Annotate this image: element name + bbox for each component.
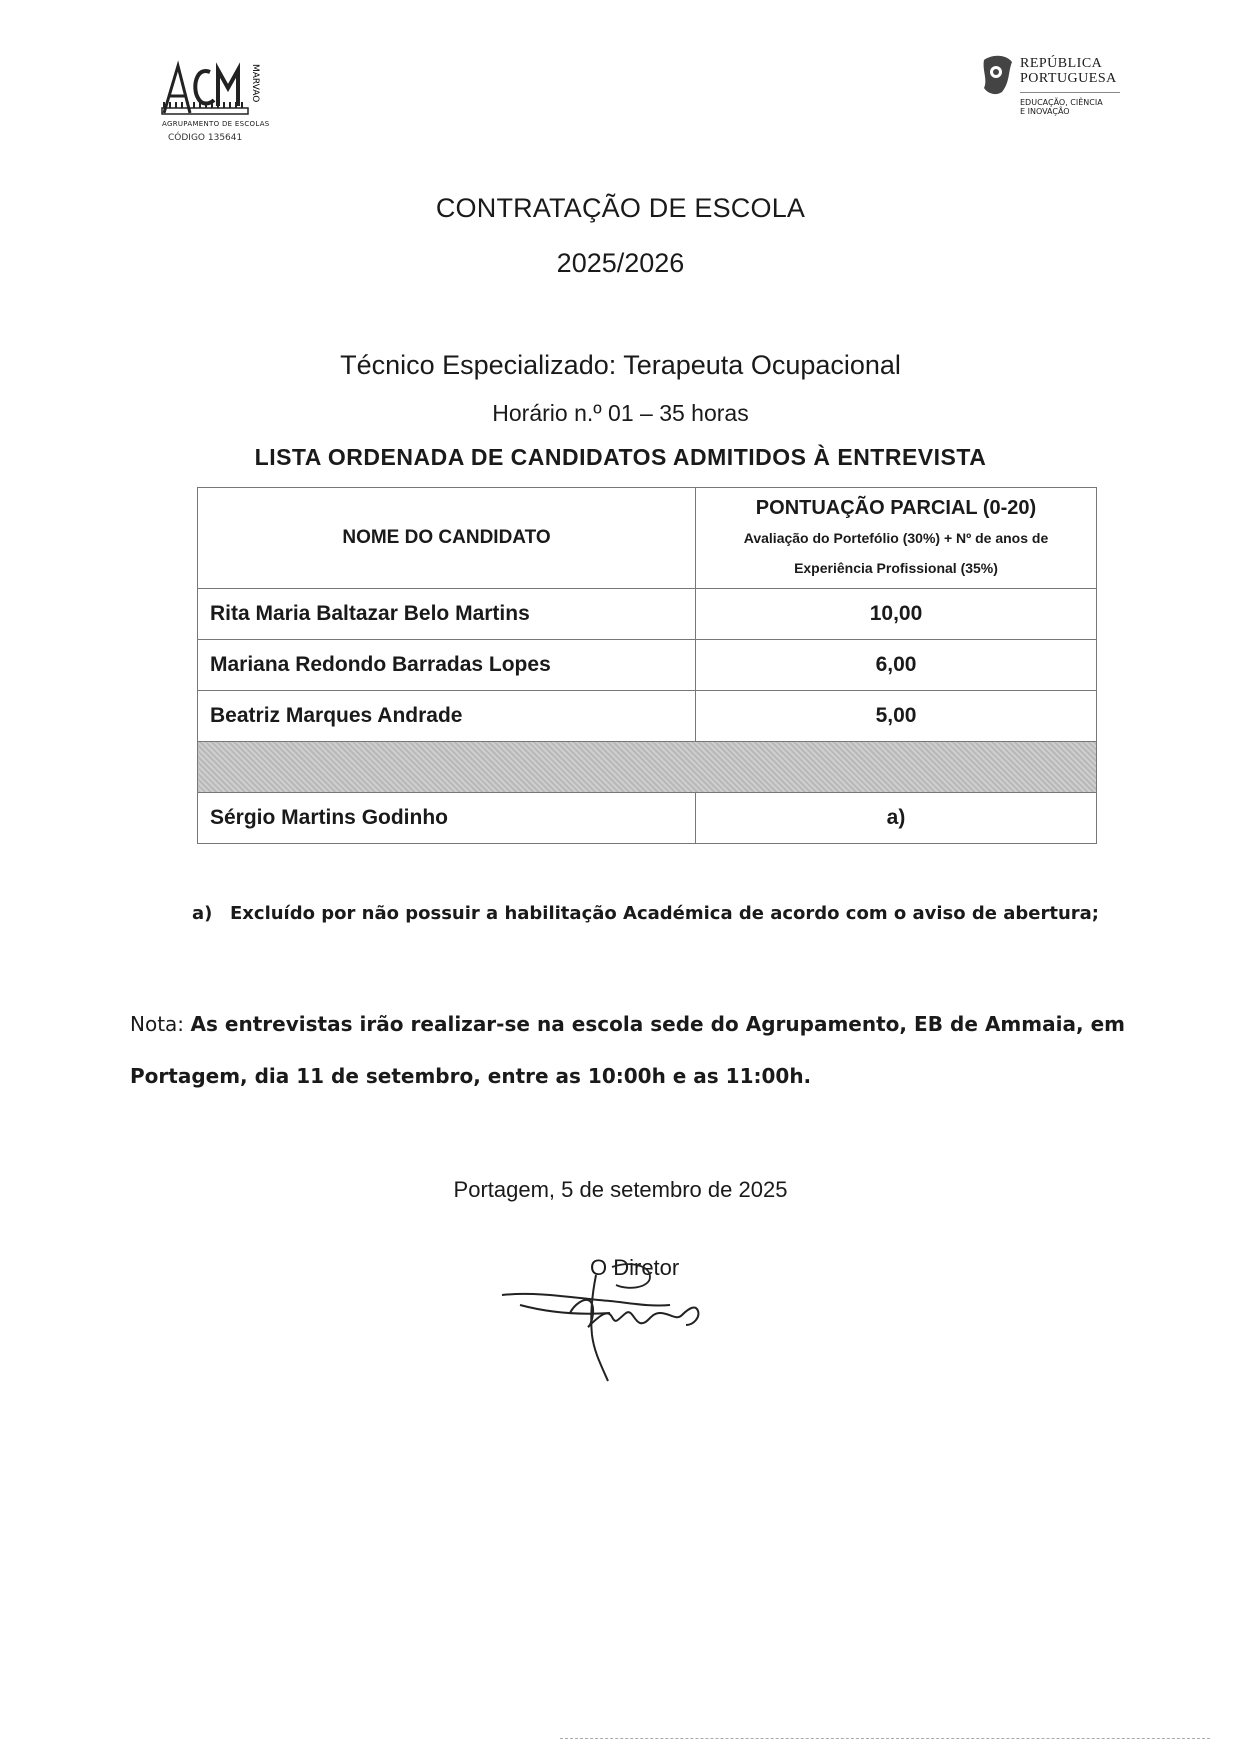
candidate-name: Rita Maria Baltazar Belo Martins (198, 589, 696, 640)
shaded-separator (198, 742, 1097, 793)
note-text: As entrevistas irão realizar-se na escola sede do Agrupamento, EB de Ammaia, em Portagem, dia 11 de setembro, entre as 10:00h e as 11:00h. (130, 1012, 1126, 1088)
school-year: 2025/2026 (556, 248, 685, 278)
school-code: CÓDIGO 135641 (168, 133, 243, 143)
score-header-title: PONTUAÇÃO PARCIAL (0-20) (755, 497, 1037, 519)
table-row (198, 691, 1097, 742)
score-header-subtitle: Avaliação do Portefólio (30%) + Nº de anos de Experiência Profissional (35%) (743, 530, 1049, 576)
handwritten-signature (500, 1255, 750, 1385)
schedule-info: Horário n.º 01 – 35 horas (492, 400, 749, 426)
candidate-score: 10,00 (696, 589, 1097, 640)
candidates-table (197, 487, 1097, 844)
school-logo-caption: AGRUPAMENTO DE ESCOLAS (162, 120, 270, 128)
column-header-name: NOME DO CANDIDATO (198, 488, 696, 589)
place-date: Portagem, 5 de setembro de 2025 (453, 1177, 788, 1202)
candidate-name: Beatriz Marques Andrade (198, 691, 696, 742)
table-row (198, 589, 1097, 640)
school-logo-side-text: MARVÃO (250, 64, 260, 103)
republica-line2: PORTUGUESA (1020, 71, 1117, 86)
republica-portuguesa-logo (978, 54, 1138, 134)
candidate-name: Mariana Redondo Barradas Lopes (198, 640, 696, 691)
position-title: Técnico Especializado: Terapeuta Ocupacional (340, 350, 901, 380)
republica-line1: REPÚBLICA (1020, 56, 1103, 71)
ministry-line2: E INOVAÇÃO (1020, 107, 1070, 116)
footer-rule (560, 1738, 1210, 1739)
table-row (198, 640, 1097, 691)
excluded-row (198, 793, 1097, 844)
school-logo (160, 58, 280, 148)
table-header-row (198, 488, 1097, 589)
candidate-score: 5,00 (696, 691, 1097, 742)
ministry-line1: EDUCAÇÃO, CIÊNCIA (1020, 98, 1103, 107)
document-title: CONTRATAÇÃO DE ESCOLA (435, 193, 806, 223)
exclusion-footnote (192, 903, 1099, 924)
excluded-candidate-name: Sérgio Martins Godinho (198, 793, 696, 844)
interview-note (130, 998, 1125, 1102)
footnote-label: a) (192, 903, 213, 924)
note-label: Nota: (130, 1012, 185, 1036)
footnote-text: Excluído por não possuir a habilitação Académica de acordo com o aviso de abertura; (230, 903, 1100, 924)
school-logo-graphic (160, 58, 260, 120)
excluded-candidate-note: a) (696, 793, 1097, 844)
table-separator-row (198, 742, 1097, 793)
signature-label: O Diretor (590, 1255, 680, 1280)
republica-divider (1020, 92, 1120, 93)
list-heading: LISTA ORDENADA DE CANDIDATOS ADMITIDOS À ENTREVISTA (254, 444, 987, 470)
candidate-score: 6,00 (696, 640, 1097, 691)
coat-of-arms-icon (978, 54, 1016, 98)
column-header-score (696, 488, 1097, 589)
